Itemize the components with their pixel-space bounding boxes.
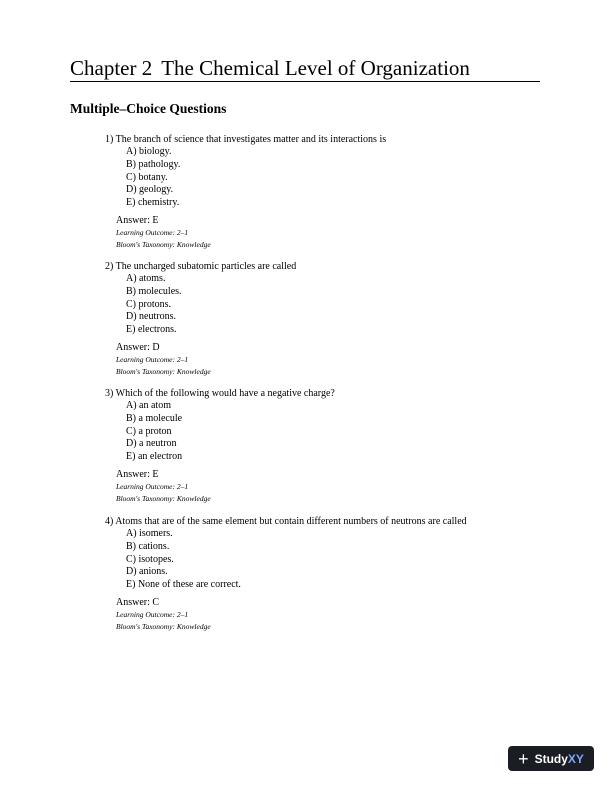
question-1 [105,134,545,252]
section-heading: Multiple–Choice Questions [70,101,227,116]
question-stem: 1) The branch of science that investigates matter and its interactions is [105,134,387,145]
option-d: D) neutrons. [126,311,176,323]
option-a: A) isomers. [126,528,173,539]
brand-name-accent: XY [567,751,584,766]
option-a: A) atoms. [126,273,166,284]
learning-outcome: Learning Outcome: 2–1 [116,227,189,237]
option-b: B) pathology. [126,158,181,170]
question-stem: 3) Which of the following would have a negative charge? [105,388,335,399]
chapter-title [70,56,540,82]
option-a: A) an atom [126,400,171,411]
option-c: C) botany. [126,171,168,183]
answer-key: Answer: E [116,214,159,226]
option-c: C) a proton [126,425,172,437]
learning-outcome: Learning Outcome: 2–1 [116,481,189,491]
option-d: D) a neutron [126,438,177,450]
brand-name [535,752,584,766]
chapter-name: The Chemical Level of Organization [161,56,470,80]
answer-key: Answer: E [116,468,159,480]
option-a: A) biology. [126,146,172,157]
learning-outcome: Learning Outcome: 2–1 [116,354,189,364]
learning-outcome: Learning Outcome: 2–1 [116,609,189,619]
answer-options [105,528,545,592]
option-e: E) an electron [126,451,183,463]
studyxy-badge[interactable] [508,746,594,771]
brand-name-prefix: Study [534,751,568,766]
option-b: B) a molecule [126,412,183,424]
option-c: C) isotopes. [126,553,174,565]
answer-options [105,146,545,210]
question-stem: 4) Atoms that are of the same element but contain different numbers of neutrons are called [105,516,467,527]
option-d: D) anions. [126,566,168,578]
blooms-taxonomy: Bloom's Taxonomy: Knowledge [116,240,211,250]
question-2 [105,261,545,379]
option-d: D) geology. [126,184,174,196]
plus-icon: + [518,748,529,769]
answer-key: Answer: C [116,596,160,608]
option-e: E) None of these are correct. [126,579,241,591]
blooms-taxonomy: Bloom's Taxonomy: Knowledge [116,367,211,377]
chapter-number: Chapter 2 [70,56,153,80]
option-c: C) protons. [126,298,171,310]
blooms-taxonomy: Bloom's Taxonomy: Knowledge [116,622,211,632]
question-stem: 2) The uncharged subatomic particles are called [105,261,297,272]
blooms-taxonomy: Bloom's Taxonomy: Knowledge [116,494,211,504]
option-e: E) chemistry. [126,197,180,209]
question-3 [105,388,545,506]
answer-key: Answer: D [116,341,160,353]
option-e: E) electrons. [126,324,177,336]
answer-options [105,400,545,464]
option-b: B) cations. [126,540,170,552]
option-b: B) molecules. [126,285,182,297]
question-4 [105,516,545,634]
answer-options [105,273,545,337]
